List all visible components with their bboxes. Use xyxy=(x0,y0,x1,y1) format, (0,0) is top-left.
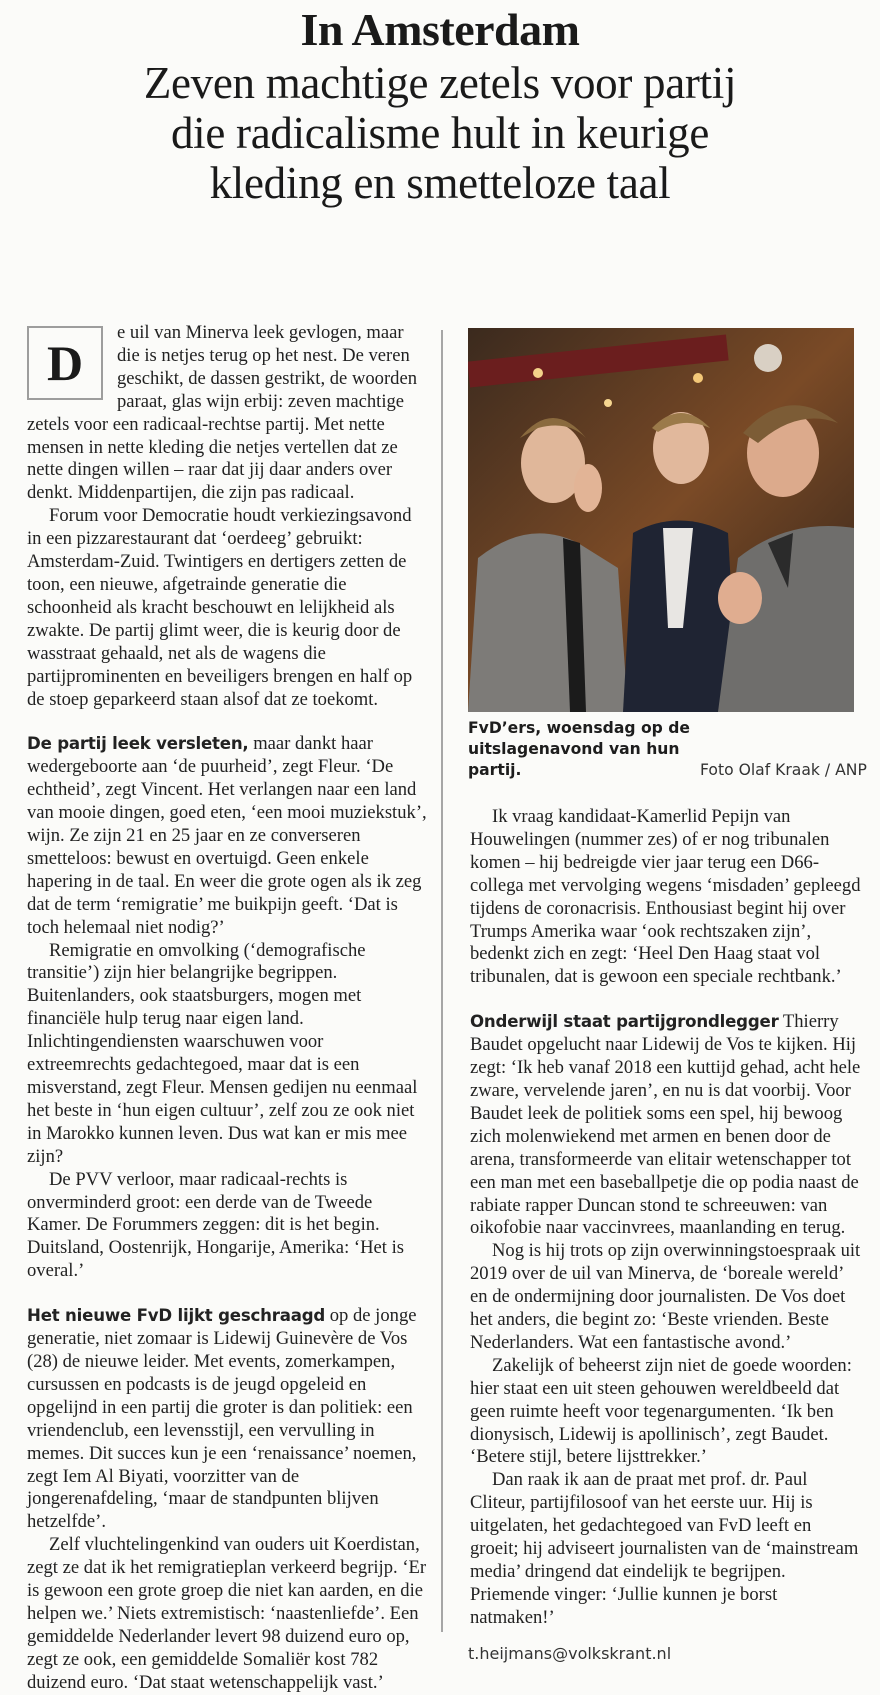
article-headline xyxy=(0,58,880,208)
paragraph: Zelf vluchtelingenkind van ouders uit Koerdistan, zegt ze dat ik het remigratieplan verkeerd begrijp. ‘Er is gewoon een grote groep die niet kan aarden, en die helpen we.’ Niets extremistisch: ‘naastenliefde’. Een gemiddelde Nederlander levert 98 duizend euro op, zegt ze ook, een gemiddelde Somaliër kost 782 duizend euro. ‘Dat staat wetenschappelijk vast.’ xyxy=(27,1534,427,1693)
paragraph: Ik vraag kandidaat-Kamerlid Pepijn van Houwelingen (nummer zes) of er nog tribunalen komen – hij bedreigde vier jaar terug een D66-collega met vervolging wegens ‘misdaden’ gepleegd tijdens de coronacrisis. Enthousiast begint hij over Trumps Amerika waar ‘ook rechtszaken zijn’, bedenkt zich en zegt: ‘Heel Den Haag staat vol tribunalen, dat is gewoon een speciale rechtbank.’ xyxy=(470,806,861,988)
lead-in: Onderwijl staat partijgrondlegger xyxy=(470,1012,779,1032)
dropcap: D xyxy=(27,326,103,400)
headline-line: die radicalisme hult in keurige xyxy=(170,108,710,158)
paragraph: Nog is hij trots op zijn overwinningstoespraak uit 2019 over de uil van Minerva, de ‘boreale wereld’ en de ondermijning door journalisten. De Vos doet het anders, die begint zo: ‘Beste vrienden. Beste Nederlanders. Wat een fantastische avond.’ xyxy=(470,1240,861,1353)
paragraph: Forum voor Democratie houdt verkiezingsavond in een pizzarestaurant dat ‘oerdeeg’ gebruikt: Amsterdam-Zuid. Twintigers en dertigers zetten de toon, een nieuwe, afgetrainde generatie die schoonheid als kracht beschouwt en lelijkheid als zwakte. De partij glimt weer, die is keurig door de wasstraat gehaald, net als de wagens die partijprominenten en beveiligers brengen en half op de stoep geparkeerd staan alsof dat ze toekomt. xyxy=(27,505,413,710)
article-photo xyxy=(468,328,854,712)
photo-caption xyxy=(468,718,867,781)
caption-text: FvD’ers, woensdag op de uitslagenavond van hun partij. xyxy=(468,719,690,779)
paragraph-text: op de jonge generatie, niet zomaar is Lidewij Guinevère de Vos (28) de nieuwe leider. Met events, zomerkampen, cursussen en podcasts is de jeugd opgeleid en opgelijnd in een partij die groter is dan politiek: een vriendenclub, een levensstijl, een vervulling in memes. Dit succes kun je een ‘renaissance’ noemen, zegt Iem Al Biyati, voorzitter van de jongerenafdeling, ‘maar de standpunten blijven hetzelfde’. xyxy=(27,1305,417,1533)
photo-credit: Foto Olaf Kraak / ANP xyxy=(700,761,867,779)
headline-line: Zeven machtige zetels voor partij xyxy=(143,58,737,108)
paragraph: De PVV verloor, maar radicaal-rechts is onverminderd groot: een derde van de Tweede Kamer. De Forummers zeggen: dit is het begin. Duitsland, Oostenrijk, Hongarije, Amerika: ‘Het is overal.’ xyxy=(27,1168,404,1282)
author-email-link[interactable]: t.heijmans@volkskrant.nl xyxy=(468,1644,672,1663)
paragraph xyxy=(470,1011,862,1240)
lead-in: De partij leek versleten, xyxy=(27,734,249,754)
paragraph: Remigratie en omvolking (‘demografische transitie’) zijn hier belangrijke begrippen. Buitenlanders, ook staatsburgers, mogen met financiële hulp terug naar eigen land. Inlichtingendiensten waarschuwen voor extreemrechts gedachtegoed, maar dat is een misverstand, zegt Fleur. Mensen gedijen nu eenmaal het beste in ‘hun eigen cultuur’, zelf zou ze ook niet in Marokko kunnen leven. Dus wat kan er mis mee zijn? xyxy=(27,939,418,1167)
headline-line: kleding en smetteloze taal xyxy=(209,158,671,208)
paragraph-text: Thierry Baudet opgelucht naar Lidewij de Vos te kijken. Hij zegt: ‘Ik heb vanaf 2018 een kuttijd gehad, acht hele zware, vervelende jaren’, en nu is dat voorbij. Voor Baudet leek de politiek soms een spel, hij bewoog zich molenwiekend met armen en benen door de arena, transformeerde van elitair wetenschapper tot een man met een baseballpetje die op podia naast de rabiate rapper Duncan stond te schreeuwen: van oikofobie naar vaccinvrees, maanlanding en terug. xyxy=(470,1011,861,1239)
photo-illustration xyxy=(468,328,854,712)
left-column xyxy=(27,322,427,1695)
paragraph: Dan raak ik aan de praat met prof. dr. Paul Cliteur, partijfilosoof van het eerste uur. Hij is uitgelaten, het gedachtegoed van FvD leeft en groeit; hij adviseert journalisten van de ‘mainstream media’ dringend dat eindelijk te begrijpen. Priemende vinger: ‘Jullie kunnen je borst natmaken!’ xyxy=(470,1469,859,1628)
right-column xyxy=(470,806,862,1630)
paragraph xyxy=(27,733,427,939)
paragraph-text: maar dankt haar wedergeboorte aan ‘de puurheid’, zegt Fleur. ‘De echtheid’, zegt Vincent. Het verlangen naar een land van mooie dingen, goed eten, ‘een mooi muziekstuk’, wijn. Ze zijn 21 en 25 jaar en ze converseren smetteloos: bewust en overtuigd. Geen enkele hapering in de taal. En weer die grote ogen als ik zeg dat de term ‘remigratie’ me buikpijn geeft. ‘Dat is toch helemaal niet nodig?’ xyxy=(27,733,427,938)
article-kicker: In Amsterdam xyxy=(300,4,580,55)
paragraph xyxy=(27,322,427,505)
paragraph xyxy=(27,1305,427,1534)
paragraph: Zakelijk of beheerst zijn niet de goede woorden: hier staat een uit steen gehouwen wereldbeeld dat geen ruimte heeft voor tegenargumenten. ‘Ik ben dionysisch, Lidewij is apollinisch’, zegt Baudet. ‘Betere stijl, betere lijsttrekker.’ xyxy=(470,1354,852,1468)
paragraph-text: e uil van Minerva leek gevlogen, maar die is netjes terug op het nest. De veren geschikt, de dassen gestrikt, de woorden paraat, glas wijn erbij: zeven machtige zetels voor een radicaal-rechtse partij. Met nette mensen in nette kleding die netjes vertellen dat ze nette dingen willen – raar dat jij daar anders over denkt. Middenpartijen, die zijn pas radicaal. xyxy=(27,322,418,504)
lead-in: Het nieuwe FvD lijkt geschraagd xyxy=(27,1306,326,1326)
column-divider xyxy=(441,330,443,1632)
